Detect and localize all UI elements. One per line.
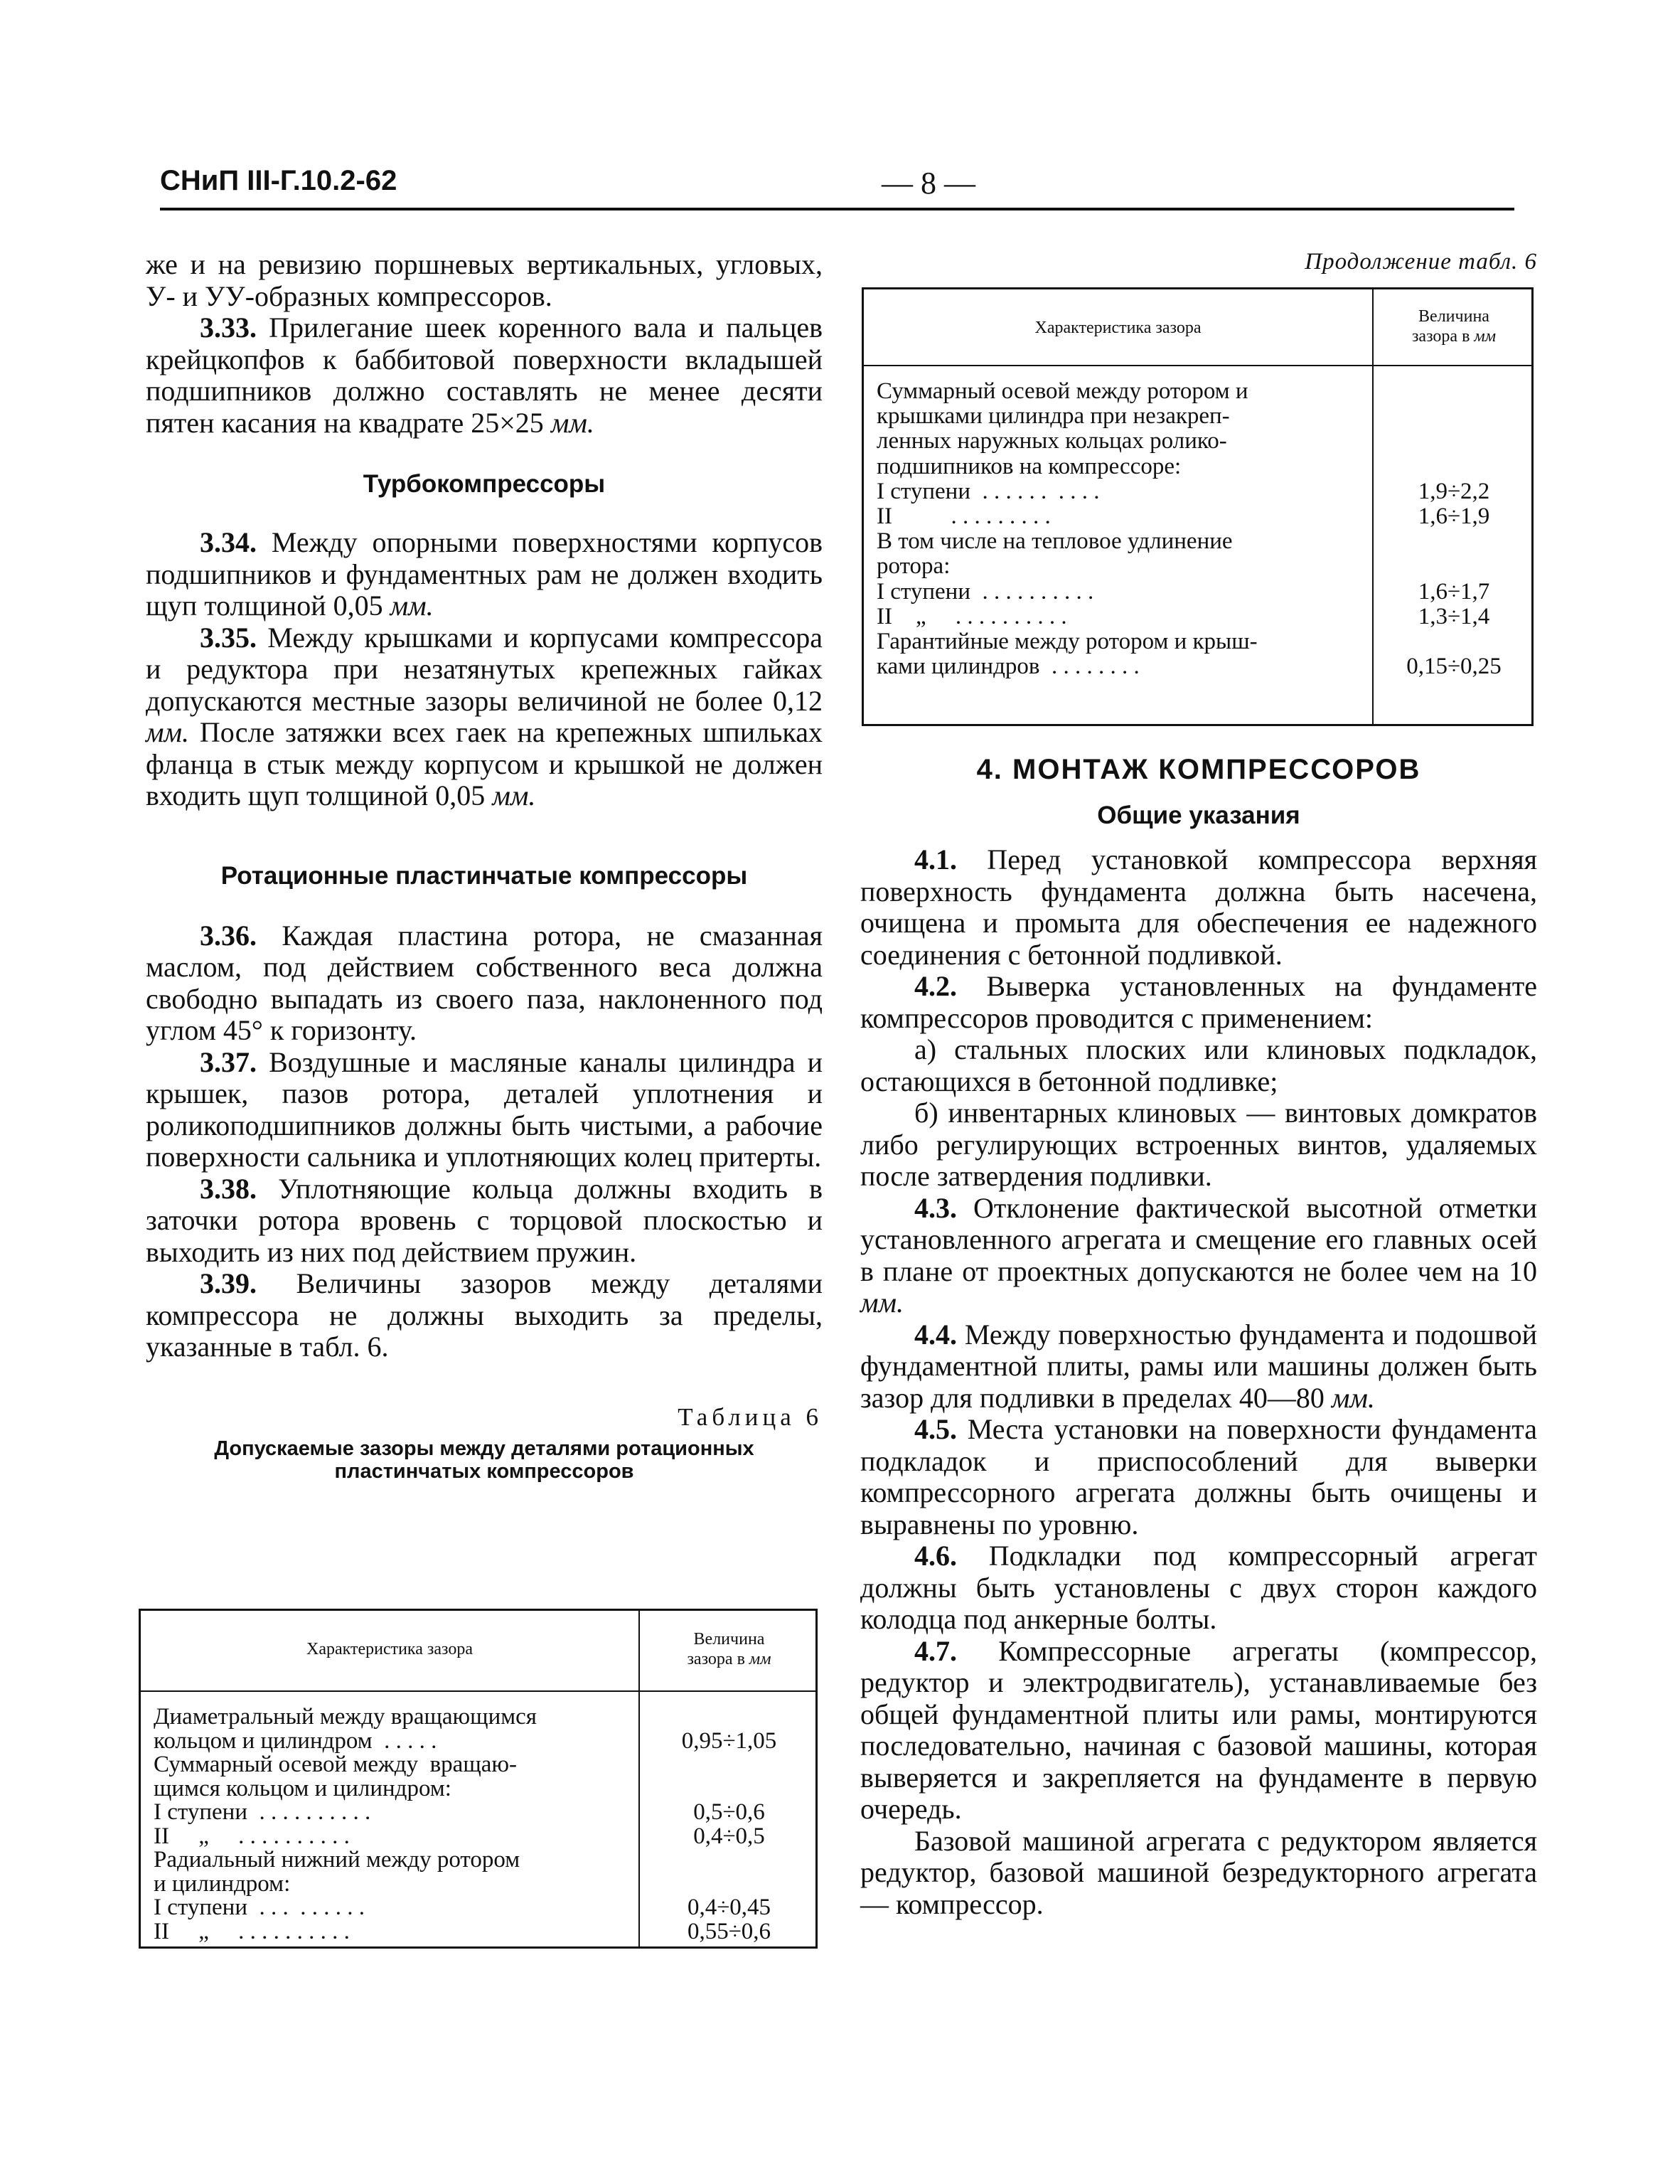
table-6 <box>139 1609 818 1949</box>
table-cell-characteristic: II „ . . . . . . . . . . <box>154 1918 350 1944</box>
table-cell-characteristic: Диаметральный между вращающимся <box>154 1704 537 1730</box>
table-cell-characteristic: Гарантийные между ротором и крыш- <box>877 629 1258 654</box>
paragraph-4-3: 4.3. Отклонение фактической высотной отметки установленного агрегата и смещение его главных осей в плане от проектных допускаются не более чем на 10 мм. <box>860 1191 1537 1319</box>
table-cell-characteristic: щимся кольцом и цилиндром: <box>154 1775 451 1801</box>
table-cell-value: 0,55÷0,6 <box>687 1918 771 1944</box>
table-cell-characteristic: I ступени . . . . . . . . . . <box>154 1799 371 1825</box>
paragraph-4-2-b: б) инвентарных клиновых — винтовых домкратов либо регулирующих встроенных винтов, удаляемых после затвердения подливки. <box>860 1097 1537 1192</box>
paragraph-3-35: 3.35. Между крышками и корпусами компрессора и редуктора при незатянутых крепежных гайках допускаются местные зазоры величиной не более 0,12 мм. После затяжки всех гаек на крепежных шпильках фланца в стык между корпусом и крышкой не должен входить щуп толщиной 0,05 мм. <box>146 621 823 811</box>
paragraph-3-36: 3.36. Каждая пластина ротора, не смазанная маслом, под действием собственного веса должна свободно выпадать из своего паза, наклоненного под углом 45° к горизонту. <box>146 919 823 1046</box>
table-cell-characteristic: ками цилиндров . . . . . . . . <box>877 654 1140 680</box>
table-cell-value: 1,3÷1,4 <box>1418 603 1490 629</box>
paragraph-3-38: 3.38. Уплотняющие кольца должны входить в заточки ротора вровень с торцовой плоскостью и выходить из них под действием пружин. <box>146 1172 823 1268</box>
table-cell-value: 0,15÷0,25 <box>1406 654 1502 680</box>
section-heading-rotary: Ротационные пластинчатые компрессоры <box>220 861 748 890</box>
table-cell-characteristic: I ступени . . . . . . . . . . <box>877 578 1094 604</box>
table-cell-characteristic: Суммарный осевой между ротором и <box>877 378 1248 404</box>
table-cell-value: 1,6÷1,7 <box>1418 578 1490 604</box>
table-cell-characteristic: В том числе на тепловое удлинение <box>877 528 1233 555</box>
table-cell-characteristic: ротора: <box>877 553 951 580</box>
table-cell-value: 0,4÷0,5 <box>693 1823 765 1849</box>
document-code: СНиП III-Г.10.2-62 <box>160 165 397 196</box>
paragraph-3-34: 3.34. Между опорными поверхностями корпусов подшипников и фундаментных рам не должен входить щуп толщиной 0,05 мм. <box>146 526 823 622</box>
paragraph-3-37: 3.37. Воздушные и масляные каналы цилиндра и крышек, пазов ротора, деталей уплотнения и роликоподшипников должны быть чистыми, а рабочие поверхности сальника и уплотняющих колец притерты. <box>146 1045 823 1173</box>
paragraph-4-4: 4.4. Между поверхностью фундамента и подошвой фундаментной плиты, рамы или машины должен быть зазор для подливки в пределах 40—80 мм. <box>860 1318 1537 1414</box>
page-number: — 8 — <box>882 166 975 201</box>
table-6-title: Допускаемые зазоры между деталями ротационных пластинчатых компрессоров <box>214 1437 754 1483</box>
table-cell-characteristic: II „ . . . . . . . . . . <box>877 603 1067 629</box>
table-cell-value: 1,6÷1,9 <box>1418 504 1490 529</box>
table-cell-value: 0,4÷0,45 <box>687 1895 771 1920</box>
right-column-body <box>860 754 1537 1920</box>
right-column <box>860 249 1537 275</box>
paragraph-4-2-a: а) стальных плоских или клиновых подкладок, остающихся в бетонной подливке; <box>860 1033 1537 1097</box>
page-header <box>160 165 1514 209</box>
table-continuation-label: Продолжение табл. 6 <box>1305 249 1537 275</box>
subsection-heading-general: Общие указания <box>1097 801 1300 829</box>
table-6-header-characteristic: Характеристика зазора <box>306 1640 473 1658</box>
table-cell-characteristic: Радиальный нижний между ротором <box>154 1847 520 1873</box>
table-cell-characteristic: I ступени . . . . . . . . . <box>154 1895 365 1920</box>
paragraph-4-7: 4.7. Компрессорные агрегаты (компрессор, редуктор и электродвигатель), устанавливаемые без общей фундаментной плиты или рамы, монтируются последовательно, начиная с базовой машины, которая выверяется и закрепляется на фундаменте в первую очередь. <box>860 1634 1537 1825</box>
paragraph-3-39: 3.39. Величины зазоров между деталями компрессора не должны выходить за пределы, указанные в табл. 6. <box>146 1267 823 1363</box>
table-cell-value: 0,95÷1,05 <box>681 1727 777 1754</box>
paragraph-3-33: 3.33. Прилегание шеек коренного вала и пальцев крейцкопфов к баббитовой поверхности вкладышей подшипников должно составлять не менее десяти пятен касания на квадрате 25×25 мм. <box>146 311 823 439</box>
table-cell-value: 0,5÷0,6 <box>693 1799 765 1825</box>
table-cell-characteristic: Суммарный осевой между вращаю- <box>154 1752 518 1777</box>
left-column <box>146 249 823 1483</box>
table-cell-characteristic: крышками цилиндра при незакреп- <box>877 403 1230 430</box>
paragraph-4-1: 4.1. Перед установкой компрессора верхняя поверхность фундамента должна быть насечена, очищена и промыта для обеспечения ее надежного соединения с бетонной подливкой. <box>860 843 1537 971</box>
header-rule <box>160 208 1514 211</box>
paragraph-4-2: 4.2. Выверка установленных на фундаменте компрессоров проводится с применением: <box>860 970 1537 1034</box>
table-6c-header-value: Величина зазора в мм <box>1411 307 1497 346</box>
table-cell-characteristic: подшипников на компрессоре: <box>877 453 1182 479</box>
table-cell-value: 1,9÷2,2 <box>1418 478 1490 504</box>
table-6c-header-characteristic: Характеристика зазора <box>1034 319 1202 337</box>
section-heading-turbo: Турбокомпрессоры <box>363 470 606 498</box>
paragraph-4-5: 4.5. Места установки на поверхности фундамента подкладок и приспособлений для выверки компрессорного агрегата должны быть очищены и выравнены по уровню. <box>860 1413 1537 1540</box>
table-6-caption: Таблица 6 <box>678 1402 823 1431</box>
paragraph-base-machine: Базовой машиной агрегата с редуктором является редуктор, базовой машиной безредукторного агрегата — компрессор. <box>860 1824 1537 1920</box>
paragraph-4-6: 4.6. Подкладки под компрессорный агрегат должны быть установлены с двух сторон каждого колодца под анкерные болты. <box>860 1540 1537 1635</box>
table-cell-characteristic: и цилиндром: <box>154 1870 291 1897</box>
table-6-header-value: Величина зазора в мм <box>687 1630 771 1668</box>
table-cell-characteristic: I ступени . . . . . . . . . . <box>877 478 1100 504</box>
table-cell-characteristic: ленных наружных кольцах ролико- <box>877 428 1227 454</box>
table-cell-characteristic: II . . . . . . . . . <box>877 504 1051 529</box>
table-6-continued <box>862 287 1534 726</box>
section-heading-4: 4. МОНТАЖ КОМПРЕССОРОВ <box>976 754 1421 785</box>
table-cell-characteristic: кольцом и цилиндром . . . . . <box>154 1727 437 1754</box>
paragraph-continuation: же и на ревизию поршневых вертикальных, угловых, У- и УУ-образных компрессоров. <box>146 248 823 312</box>
table-cell-characteristic: II „ . . . . . . . . . . <box>154 1823 350 1849</box>
